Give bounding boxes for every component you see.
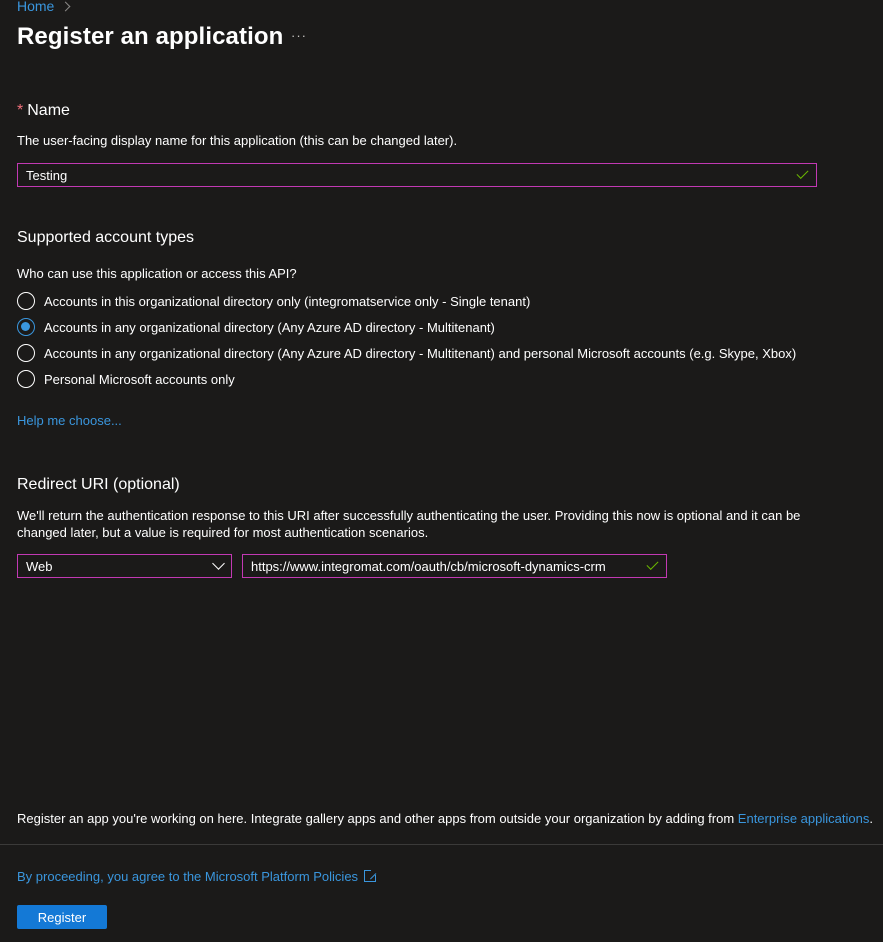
account-option-label: Personal Microsoft accounts only <box>44 371 235 387</box>
name-description: The user-facing display name for this application (this can be changed later). <box>17 133 458 148</box>
redirect-uri-description <box>17 507 800 541</box>
breadcrumb <box>17 0 69 14</box>
redirect-description-line: changed later, but a value is required for most authentication scenarios. <box>17 525 429 540</box>
page-title: Register an application <box>17 23 284 50</box>
name-label <box>17 102 70 120</box>
chevron-right-icon <box>61 2 71 12</box>
valid-check-icon <box>796 167 808 179</box>
register-button[interactable]: Register <box>17 905 107 929</box>
account-types-question: Who can use this application or access this API? <box>17 266 297 281</box>
footer-note <box>17 811 873 826</box>
radio-single-tenant[interactable] <box>17 292 35 310</box>
account-option-multitenant[interactable] <box>17 317 495 337</box>
account-types-label: Supported account types <box>17 229 195 246</box>
redirect-description-line: We'll return the authentication response to this URI after successfully authenticating the user. Providing this now is optional and it can be <box>17 508 801 523</box>
name-input-value: Testing <box>26 167 68 183</box>
divider <box>0 844 883 845</box>
account-option-personal-only[interactable] <box>17 369 235 389</box>
external-link-icon <box>364 870 376 882</box>
radio-multitenant[interactable] <box>17 318 35 336</box>
name-label-text: Name <box>27 102 70 119</box>
policy-row <box>17 869 376 884</box>
valid-check-icon <box>646 558 658 570</box>
account-option-label: Accounts in any organizational directory (Any Azure AD directory - Multitenant) <box>44 319 495 335</box>
redirect-uri-value: https://www.integromat.com/oauth/cb/microsoft-dynamics-crm <box>251 558 606 574</box>
redirect-uri-input[interactable] <box>242 554 667 578</box>
radio-multitenant-personal[interactable] <box>17 344 35 362</box>
enterprise-applications-link[interactable]: Enterprise applications <box>737 811 870 826</box>
platform-dropdown[interactable] <box>17 554 232 578</box>
footer-note-text: Register an app you're working on here. Integrate gallery apps and other apps from outside your organization by adding from <box>17 811 738 826</box>
account-option-single-tenant[interactable] <box>17 291 530 311</box>
redirect-uri-label: Redirect URI (optional) <box>17 476 180 493</box>
platform-selected-value: Web <box>26 558 53 574</box>
account-option-label: Accounts in any organizational directory (Any Azure AD directory - Multitenant) and personal Microsoft accounts (e.g. Skype, Xbox) <box>44 345 797 361</box>
footer-note-end: . <box>869 811 873 826</box>
help-me-choose-link[interactable]: Help me choose... <box>17 413 122 428</box>
breadcrumb-home-link[interactable]: Home <box>17 0 55 14</box>
name-input[interactable] <box>17 163 817 187</box>
chevron-down-icon <box>212 557 225 570</box>
required-mark: * <box>17 102 24 119</box>
radio-personal-only[interactable] <box>17 370 35 388</box>
account-option-multitenant-personal[interactable] <box>17 343 796 363</box>
account-option-label: Accounts in this organizational directory only (integromatservice only - Single tenant) <box>44 293 531 309</box>
platform-policies-link[interactable]: By proceeding, you agree to the Microsoft Platform Policies <box>17 869 359 884</box>
more-options-icon[interactable]: ··· <box>291 28 307 43</box>
